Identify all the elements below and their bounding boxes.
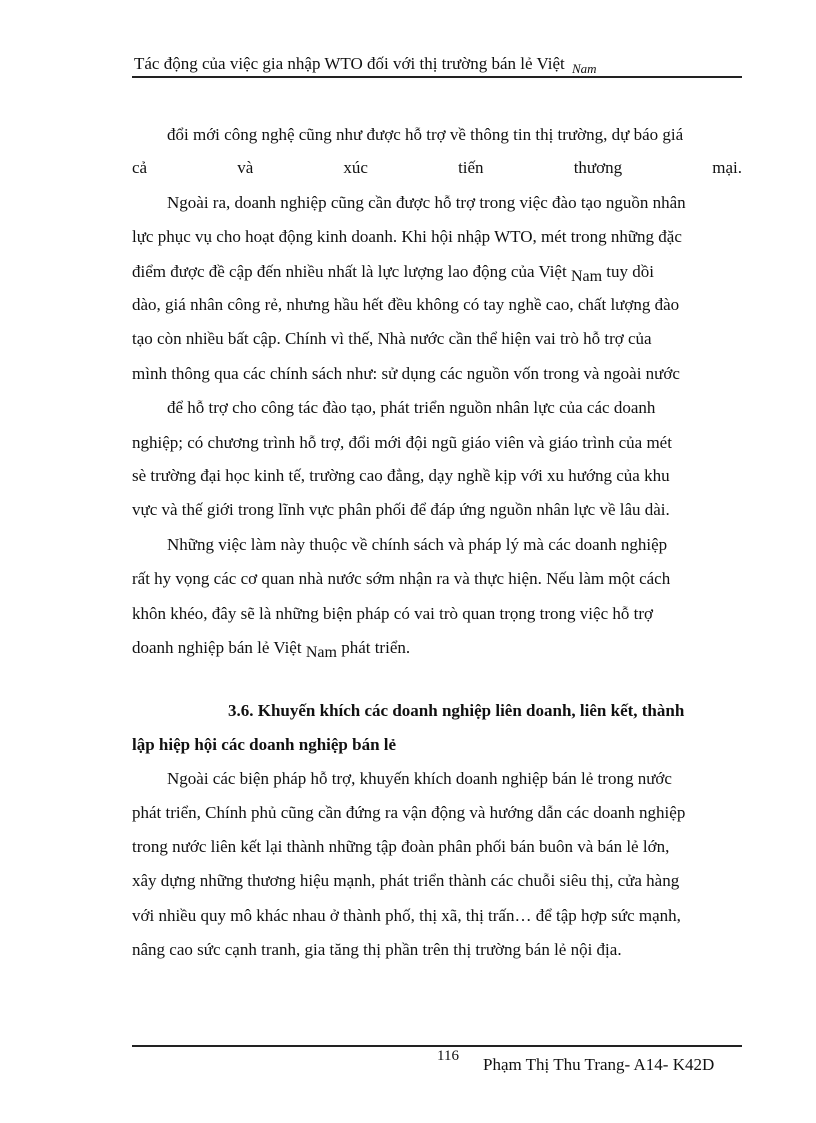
- body-line: tạo còn nhiều bất cập. Chính vì thế, Nhà nước cần thể hiện vai trò hỗ trợ của: [132, 329, 652, 348]
- body-line: dào, giá nhân công rẻ, nhưng hầu hết đều không có tay nghề cao, chất lượng đào: [132, 295, 680, 314]
- section-heading: 3.6. Khuyến khích các doanh nghiệp liên doanh, liên kết, thành: [228, 701, 685, 720]
- body-line: đổi mới công nghệ cũng như được hỗ trợ về thông tin thị trường, dự báo giá: [167, 125, 684, 144]
- body-line: mình thông qua các chính sách như: sử dụng các nguồn vốn trong và ngoài nước: [132, 364, 680, 383]
- word: cả: [132, 158, 148, 177]
- page-number: 116: [437, 1048, 459, 1064]
- body-line: Những việc làm này thuộc về chính sách và pháp lý mà các doanh nghiệp: [167, 535, 668, 554]
- word: xúc: [343, 158, 368, 177]
- body-line: [132, 261, 742, 284]
- body-line: Ngoài các biện pháp hỗ trợ, khuyến khích doanh nghiệp bán lẻ trong nước: [167, 769, 672, 788]
- text-run: phát triển.: [341, 638, 411, 657]
- page-header: [132, 44, 742, 78]
- body-line: để hỗ trợ cho công tác đào tạo, phát triển nguồn nhân lực của các doanh: [167, 398, 656, 417]
- header-title-text: Tác động của việc gia nhập WTO đối với thị trường bán lẻ Việt: [134, 54, 565, 73]
- footer-rule: [132, 1045, 742, 1047]
- body-line: [132, 637, 742, 660]
- word: mại.: [712, 158, 742, 177]
- header-title: [134, 54, 597, 74]
- text-run: doanh nghiệp bán lẻ Việt: [132, 638, 302, 657]
- body-line: nâng cao sức cạnh tranh, gia tăng thị phần trên thị trường bán lẻ nội địa.: [132, 940, 622, 959]
- text-run: điểm được đề cập đến nhiều nhất là lực lượng lao động của Việt: [132, 262, 567, 281]
- word: tiến: [458, 158, 484, 177]
- text-run-nam: Nam: [570, 268, 603, 285]
- word: thương: [573, 158, 623, 177]
- body-line: vực và thế giới trong lĩnh vực phân phối để đáp ứng nguồn nhân lực về lâu dài.: [132, 500, 670, 519]
- header-title-suffix: Nam: [572, 61, 597, 76]
- body-line: nghiệp; có chương trình hỗ trợ, đổi mới đội ngũ giáo viên và giáo trình của mét: [132, 433, 672, 452]
- body-line: khôn khéo, đây sẽ là những biện pháp có vai trò quan trọng trong việc hỗ trợ: [132, 604, 653, 623]
- body-line: sè trường đại học kinh tế, trường cao đẳng, dạy nghề kịp với xu hướng của khu: [132, 466, 670, 485]
- body-line: trong nước liên kết lại thành những tập đoàn phân phối bán buôn và bán lẻ lớn,: [132, 837, 670, 856]
- body-line: phát triển, Chính phủ cũng cần đứng ra vận động và hướng dẫn các doanh nghiệp: [132, 803, 686, 822]
- body-line: với nhiều quy mô khác nhau ở thành phố, thị xã, thị trấn… để tập hợp sức mạnh,: [132, 906, 681, 925]
- word: và: [237, 158, 254, 177]
- text-run: tuy dồi: [606, 262, 654, 281]
- section-heading-cont: lập hiệp hội các doanh nghiệp bán lẻ: [132, 735, 397, 754]
- body-line-justified: [132, 157, 742, 179]
- body-line: Ngoài ra, doanh nghiệp cũng cần được hỗ trợ trong việc đào tạo nguồn nhân: [167, 193, 686, 212]
- body-line: rất hy vọng các cơ quan nhà nước sớm nhận ra và thực hiện. Nếu làm một cách: [132, 569, 671, 588]
- footer-author: Phạm Thị Thu Trang- A14- K42D: [483, 1055, 715, 1074]
- body-line: lực phục vụ cho hoạt động kinh doanh. Khi hội nhập WTO, mét trong những đặc: [132, 227, 682, 246]
- body-line: xây dựng những thương hiệu mạnh, phát triển thành các chuỗi siêu thị, cửa hàng: [132, 871, 680, 890]
- text-run-nam: Nam: [305, 644, 337, 661]
